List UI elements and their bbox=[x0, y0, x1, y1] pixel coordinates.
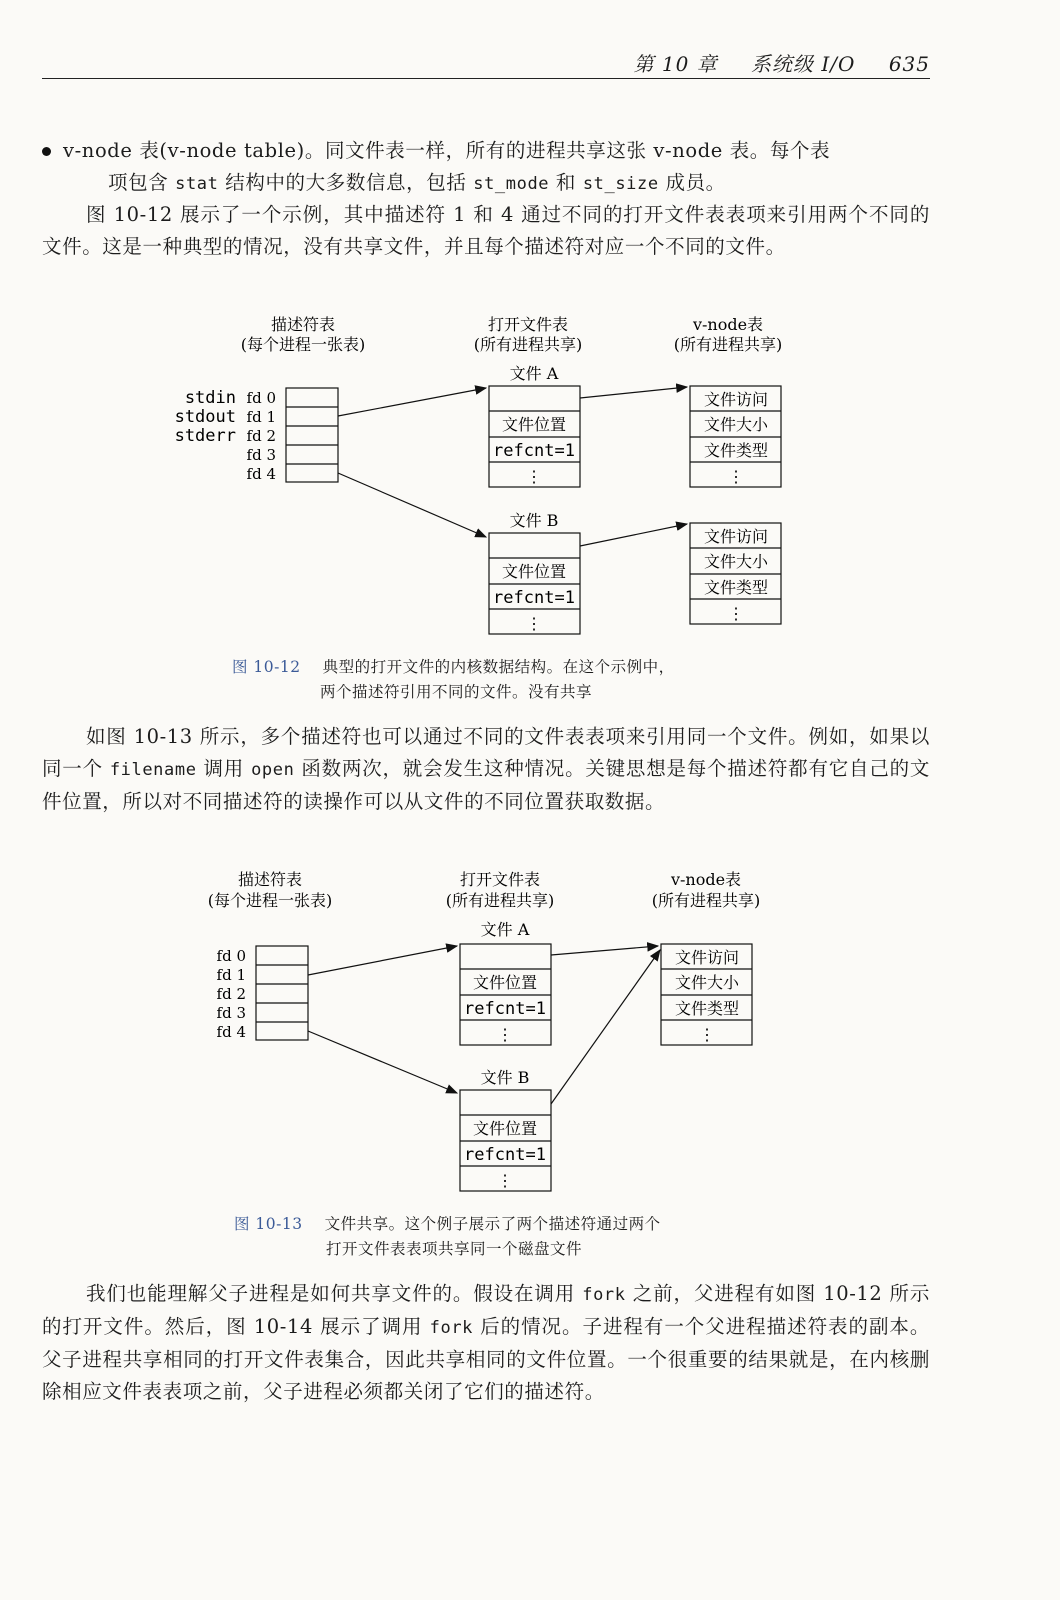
file-b-dots: ⋮ bbox=[497, 1171, 513, 1190]
fd3-label: fd 3 bbox=[216, 1004, 246, 1022]
vnode-b-type: 文件类型 bbox=[703, 578, 769, 597]
arrow-file-b-to-vnode-b bbox=[580, 524, 687, 546]
figure-10-12-caption: 图 10-12 典型的打开文件的内核数据结构。在这个示例中， 两个描述符引用不同的文件。没有共享 bbox=[232, 658, 675, 701]
vnode-b-access: 文件访问 bbox=[703, 527, 769, 546]
arrow-file-b-to-vnode bbox=[551, 950, 660, 1104]
figure-10-13 bbox=[0, 860, 1060, 1205]
desc-table-subtitle: (每个进程一张表) bbox=[240, 335, 366, 354]
file-b-refcnt: refcnt=1 bbox=[464, 1145, 546, 1165]
vnode-a-access: 文件访问 bbox=[703, 390, 769, 409]
desc-table-title: 描述符表 bbox=[237, 870, 303, 889]
paragraph-1: 图 10-12 展示了一个示例，其中描述符 1 和 4 通过不同的打开文件表表项来引用两个不同的文件。这是一种典型的情况，没有共享文件，并且每个描述符对应一个不同的文件。 bbox=[42, 203, 930, 258]
running-header bbox=[42, 46, 930, 79]
descriptor-table bbox=[286, 388, 338, 482]
file-a-dots: ⋮ bbox=[497, 1025, 513, 1044]
bullet-item bbox=[42, 135, 930, 200]
arrow-fd4-to-file-b bbox=[308, 1031, 457, 1093]
file-a-dots: ⋮ bbox=[526, 467, 542, 486]
desc-table-subtitle: (每个进程一张表) bbox=[207, 891, 333, 910]
file-a-refcnt: refcnt=1 bbox=[464, 999, 546, 1019]
fd1-label: fd 1 bbox=[216, 966, 246, 984]
code-open: open bbox=[251, 760, 295, 780]
vnode-a-dots: ⋮ bbox=[728, 467, 744, 486]
fd3-label: fd 3 bbox=[246, 446, 276, 464]
paragraph-2: 如图 10-13 所示，多个描述符也可以通过不同的文件表表项来引用同一个文件。例如，如果以同一个 filename 调用 open 函数两次，就会发生这种情况。关键思想是每个描述符都有它自己的文件位置，所以对不同描述符的读操作可以从文件的不同位置获取数据。 bbox=[42, 725, 930, 813]
arrow-file-a-to-vnode-a bbox=[580, 387, 687, 398]
chapter-label: 第 10 章 bbox=[633, 52, 718, 76]
code-stat: stat bbox=[175, 174, 219, 194]
arrow-file-a-to-vnode bbox=[551, 946, 658, 955]
bullet-line1: v-node 表(v-node table)。同文件表一样，所有的进程共享这张 v-node 表。每个表 bbox=[63, 139, 831, 162]
file-a-refcnt: refcnt=1 bbox=[493, 441, 575, 461]
arrow-fd1-to-file-a bbox=[338, 388, 486, 416]
file-a-position: 文件位置 bbox=[501, 415, 567, 434]
vnode-size: 文件大小 bbox=[674, 973, 740, 992]
file-b-dots: ⋮ bbox=[526, 614, 542, 633]
file-a-position: 文件位置 bbox=[472, 973, 538, 992]
code-st-size: st_size bbox=[582, 174, 659, 194]
file-b-refcnt: refcnt=1 bbox=[493, 588, 575, 608]
descriptor-table bbox=[256, 946, 308, 1040]
fd4-label: fd 4 bbox=[246, 465, 276, 483]
vnode-b-dots: ⋮ bbox=[728, 604, 744, 623]
vnode-a-size: 文件大小 bbox=[703, 415, 769, 434]
figure-10-13-caption: 图 10-13 文件共享。这个例子展示了两个描述符通过两个 打开文件表表项共享同一个磁盘文件 bbox=[234, 1215, 661, 1258]
stderr-label: stderr bbox=[174, 426, 236, 446]
chapter-title: 系统级 I/O bbox=[751, 52, 856, 76]
vnode-type: 文件类型 bbox=[674, 999, 740, 1018]
vnode-b-size: 文件大小 bbox=[703, 552, 769, 571]
desc-table-title: 描述符表 bbox=[270, 315, 336, 334]
figure-number: 图 10-12 bbox=[232, 658, 301, 676]
bullet-line2: 项包含 stat 结构中的大多数信息，包括 st_mode 和 st_size 成员。 bbox=[108, 171, 726, 194]
vnode-a-type: 文件类型 bbox=[703, 441, 769, 460]
fd0-label: fd 0 bbox=[216, 947, 246, 965]
open-table-subtitle: (所有进程共享) bbox=[445, 891, 555, 910]
fd1-label: fd 1 bbox=[246, 408, 276, 426]
fd2-label: fd 2 bbox=[246, 427, 276, 445]
vnode-table-subtitle: (所有进程共享) bbox=[651, 891, 761, 910]
fd4-label: fd 4 bbox=[216, 1023, 246, 1041]
figure-10-12 bbox=[0, 300, 1060, 710]
arrow-fd1-to-file-a bbox=[308, 946, 457, 975]
code-fork: fork bbox=[582, 1285, 626, 1305]
open-table-subtitle: (所有进程共享) bbox=[473, 335, 583, 354]
fd2-label: fd 2 bbox=[216, 985, 246, 1003]
file-b-label: 文件 B bbox=[480, 1068, 530, 1087]
file-b-position: 文件位置 bbox=[501, 562, 567, 581]
file-a-label: 文件 A bbox=[480, 920, 530, 939]
vnode-access: 文件访问 bbox=[674, 948, 740, 967]
vnode-table-subtitle: (所有进程共享) bbox=[673, 335, 783, 354]
stdin-label: stdin bbox=[184, 388, 236, 408]
arrow-fd4-to-file-b bbox=[338, 473, 486, 537]
stdout-label: stdout bbox=[174, 407, 236, 427]
file-b-label: 文件 B bbox=[509, 511, 559, 530]
file-b-position: 文件位置 bbox=[472, 1119, 538, 1138]
file-a-label: 文件 A bbox=[509, 364, 559, 383]
code-fork: fork bbox=[429, 1318, 473, 1338]
vnode-table-title: v-node表 bbox=[670, 870, 742, 889]
vnode-table-title: v-node表 bbox=[692, 315, 764, 334]
page-number: 635 bbox=[888, 52, 930, 76]
bullet-dot bbox=[42, 147, 51, 156]
paragraph-3: 我们也能理解父子进程是如何共享文件的。假设在调用 fork 之前，父进程有如图 10-12 所示的打开文件。然后，图 10-14 展示了调用 fork 后的情况。子进程有一个父进程描述符表的副本。父子进程共享相同的打开文件表集合，因此共享相同的文件位置。一个很重要的结果就是，在内核删除相应文件表表项之前，父子进程必须都关闭了它们的描述符。 bbox=[42, 1282, 930, 1403]
code-filename: filename bbox=[109, 760, 197, 780]
open-table-title: 打开文件表 bbox=[487, 315, 569, 334]
open-table-title: 打开文件表 bbox=[459, 870, 541, 889]
figure-number: 图 10-13 bbox=[234, 1215, 303, 1233]
code-st-mode: st_mode bbox=[473, 174, 550, 194]
vnode-dots: ⋮ bbox=[699, 1025, 715, 1044]
fd0-label: fd 0 bbox=[246, 389, 276, 407]
